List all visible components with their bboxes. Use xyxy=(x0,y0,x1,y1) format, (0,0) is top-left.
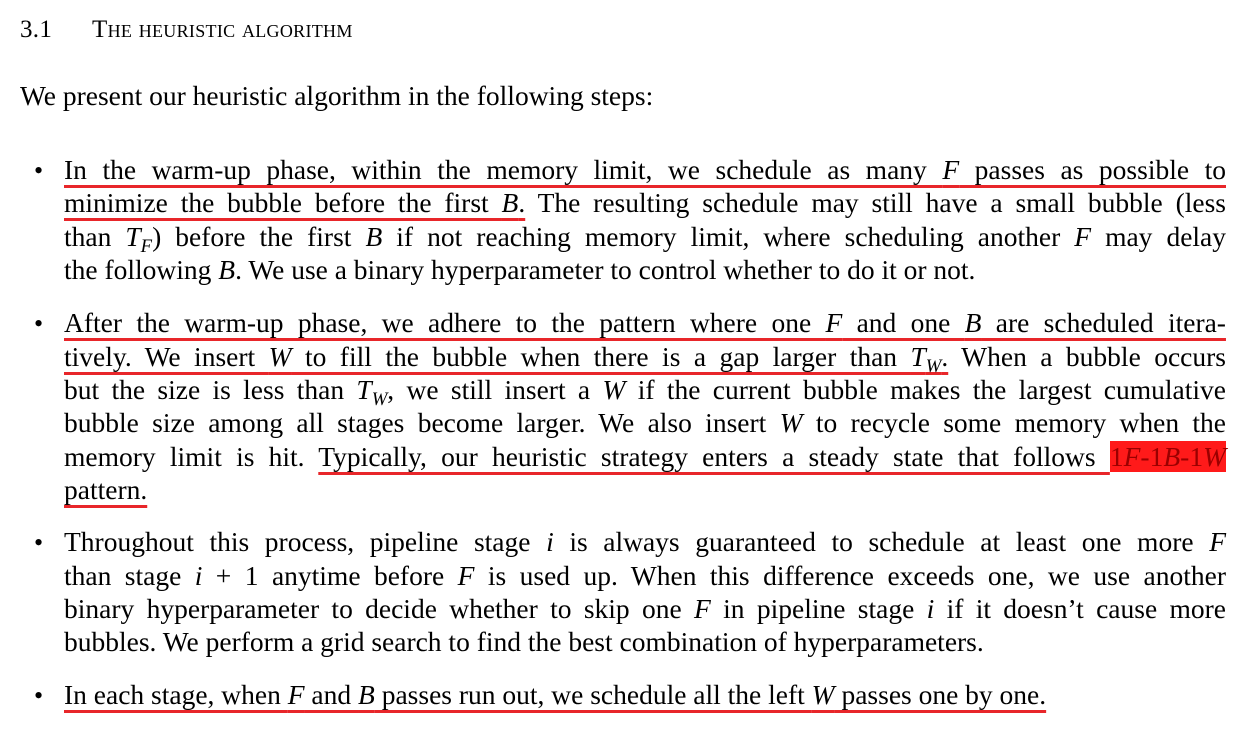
item-4-line-1: In each stage, when F and B passes run out, we schedule all the left W passes one by one. xyxy=(64,679,1047,710)
section-title: The heuristic algorithm xyxy=(92,16,353,43)
item-3-line-2: than stage i + 1 anytime before F is used up. When this difference exceeds one, we use another xyxy=(64,560,1226,591)
item-1-line-1: In the warm-up phase, within the memory limit, we schedule as many F passes as possible to xyxy=(64,154,1226,185)
item-3-line-1: Throughout this process, pipeline stage i is always guaranteed to schedule at least one more F xyxy=(64,526,1226,557)
item-2-line-6: pattern. xyxy=(64,474,148,505)
item-2-line-4: bubble size among all stages become larger. We also insert W to recycle some memory when the xyxy=(64,407,1226,438)
item-2-line-5: memory limit is hit. Typically, our heuristic strategy enters a steady state that follows 1F-1B-1W xyxy=(64,441,1226,472)
bullet-marker: • xyxy=(34,528,44,557)
section-heading xyxy=(20,16,353,44)
item-1-line-2: minimize the bubble before the first B. The resulting schedule may still have a small bubble (less xyxy=(64,187,1226,218)
bullet-marker: • xyxy=(34,681,44,710)
item-2-line-2: tively. We insert W to fill the bubble when there is a gap larger than $T_W$. When a bubble occurs xyxy=(64,341,1226,377)
bullet-marker: • xyxy=(34,309,44,338)
item-1-line-4: the following B. We use a binary hyperparameter to control whether to do it or not. xyxy=(64,254,976,285)
item-3-line-4: bubbles. We perform a grid search to find the best combination of hyperparameters. xyxy=(64,626,984,657)
item-3-line-3: binary hyperparameter to decide whether to skip one F in pipeline stage i if it doesn’t cause more xyxy=(64,593,1226,624)
item-1-line-3: than $T_F$) before the first B if not reaching memory limit, where scheduling another F may delay xyxy=(64,221,1226,257)
intro-paragraph: We present our heuristic algorithm in the following steps: xyxy=(20,80,654,111)
bullet-marker: • xyxy=(34,156,44,185)
item-2-line-3: but the size is less than $T_W$, we still insert a W if the current bubble makes the largest cumulative xyxy=(64,374,1226,410)
section-number: 3.1 xyxy=(20,16,53,43)
item-2-line-1: After the warm-up phase, we adhere to the pattern where one F and one B are scheduled itera- xyxy=(64,307,1226,338)
